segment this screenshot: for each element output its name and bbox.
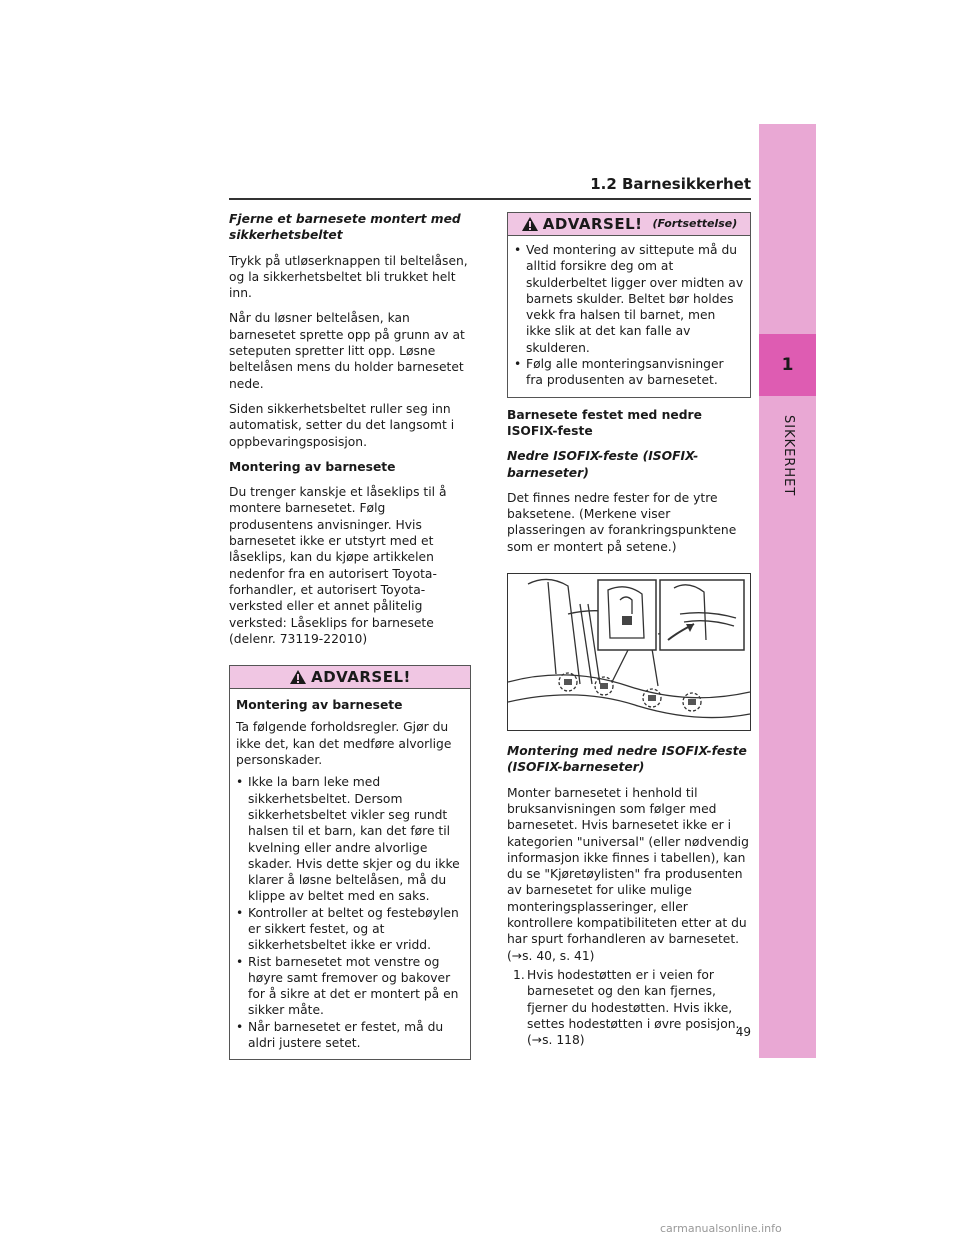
warning-continued-label: (Fortsettelse) (652, 216, 738, 230)
heading-lower-isofix: Nedre ISOFIX-feste (ISOFIX-barneseter) (507, 449, 699, 480)
isofix-illustration (507, 573, 751, 731)
heading-isofix: Barnesete festet med nedre ISOFIX-feste (507, 407, 702, 438)
warning-body (230, 689, 470, 1059)
warning-list (514, 242, 744, 389)
paragraph: Du trenger kanskje et låseklips til å montere barnesetet. Følg produsentens anvisninger. Hvis barnesetet ikke er utstyrt med et låseklips, kan du kjøpe artikkelen nedenfor fra en autorisert Toyota-forhandler, et autorisert Toyota-verksted eller et annet pålitelig verksted: Låseklips for barnesete (delenr. 73119-22010) (229, 485, 447, 646)
paragraph: Monter barnesetet i henhold til bruksanvisningen som følger med barnesetet. Hvis barnesetet ikke er i kategorien "universal" (eller nødvendig informasjon ikke finnes i tabellen), kan du se "Kjøretøylisten" fra produsenten av barnesetet for ulike mulige monteringsplasseringer, eller kontrollere kompatibiliteten etter at du har spurt forhandleren av barnesetet. (→s. 40, s. 41) (507, 785, 749, 963)
watermark: carmanualsonline.info (660, 1222, 782, 1235)
paragraph: Når du løsner beltelåsen, kan barnesetet sprette opp på grunn av at seteputen spretter litt opp. Løsne beltelåsen mens du holder barnesetet nede. (229, 311, 465, 391)
list-item: • Følg alle monteringsanvisninger fra produsenten av barnesetet. (514, 356, 744, 389)
warning-title: ADVARSEL! (311, 667, 411, 686)
chapter-label (770, 415, 806, 545)
list-item: • Ved montering av sittepute må du alltid forsikre deg om at skulderbeltet ligger over midten av barnets skulder. Beltet bør holdes vekk fra halsen til barnet, men ikke slik at det kan falle av skulderen. (514, 242, 744, 356)
heading-install-child-seat: Montering av barnesete (229, 459, 396, 474)
paragraph: Trykk på utløserknappen til beltelåsen, og la sikkerhetsbeltet bli trukket helt inn. (229, 253, 468, 301)
warning-header (230, 666, 470, 689)
warning-title: ADVARSEL! (542, 214, 643, 233)
list-item: • Når barnesetet er festet, må du aldri justere setet. (236, 1019, 464, 1052)
step-text: Hvis hodestøtten er i veien for barnesetet og den kan fjernes, fjerner du hodestøtten. Hvis ikke, settes hodestøtten i øvre posisjon. (→s. 118) (527, 967, 740, 1048)
paragraph: Siden sikkerhetsbeltet ruller seg inn automatisk, setter du det langsomt i oppbevaringsposisjon. (229, 401, 455, 449)
list-item: • Ikke la barn leke med sikkerhetsbeltet. Dersom sikkerhetsbeltet vikler seg rundt halsen til et barn, kan det føre til kvelning eller andre alvorlige skader. Hvis dette skjer og du ikke klarer å løsne beltelåsen, må du klippe av beltet med en saks. (236, 774, 464, 904)
section-title: 1.2 Barnesikkerhet (590, 175, 751, 193)
rear-seat-isofix-diagram (508, 574, 750, 730)
warning-list (236, 774, 464, 1051)
heading-install-isofix: Montering med nedre ISOFIX-feste (ISOFIX-barneseter) (507, 744, 747, 775)
paragraph: Det finnes nedre fester for de ytre baksetene. (Merkene viser plasseringen av forankringspunktene som er montert på setene.) (507, 490, 737, 554)
chapter-number: 1 (759, 334, 816, 396)
warning-subhead: Montering av barnesete (236, 698, 403, 713)
step-number: 1. (513, 967, 525, 982)
list-item: • Kontroller at beltet og festebøylen er sikkert festet, og at sikkerhetsbeltet ikke er vridd. (236, 905, 464, 954)
warning-box (229, 665, 471, 1060)
right-column (507, 212, 751, 1048)
warning-box-continued (507, 212, 751, 398)
chapter-side-tab (759, 124, 816, 1058)
warning-icon (521, 216, 539, 232)
steps-list (507, 967, 751, 1048)
heading-remove-child-seat: Fjerne et barnesete montert med sikkerhetsbeltet (229, 212, 461, 243)
list-item (507, 967, 751, 1048)
warning-icon (289, 669, 307, 685)
list-item: • Rist barnesetet mot venstre og høyre samt fremover og bakover for å sikre at det er montert på en sikker måte. (236, 954, 464, 1019)
warning-intro: Ta følgende forholdsregler. Gjør du ikke det, kan det medføre alvorlige personskader. (236, 720, 452, 768)
left-column (229, 211, 471, 1060)
header-rule (229, 198, 751, 200)
page-number: 49 (735, 1025, 751, 1039)
warning-body (508, 236, 750, 397)
warning-header (508, 213, 750, 236)
chapter-label-text: SIKKERHET (781, 415, 796, 497)
